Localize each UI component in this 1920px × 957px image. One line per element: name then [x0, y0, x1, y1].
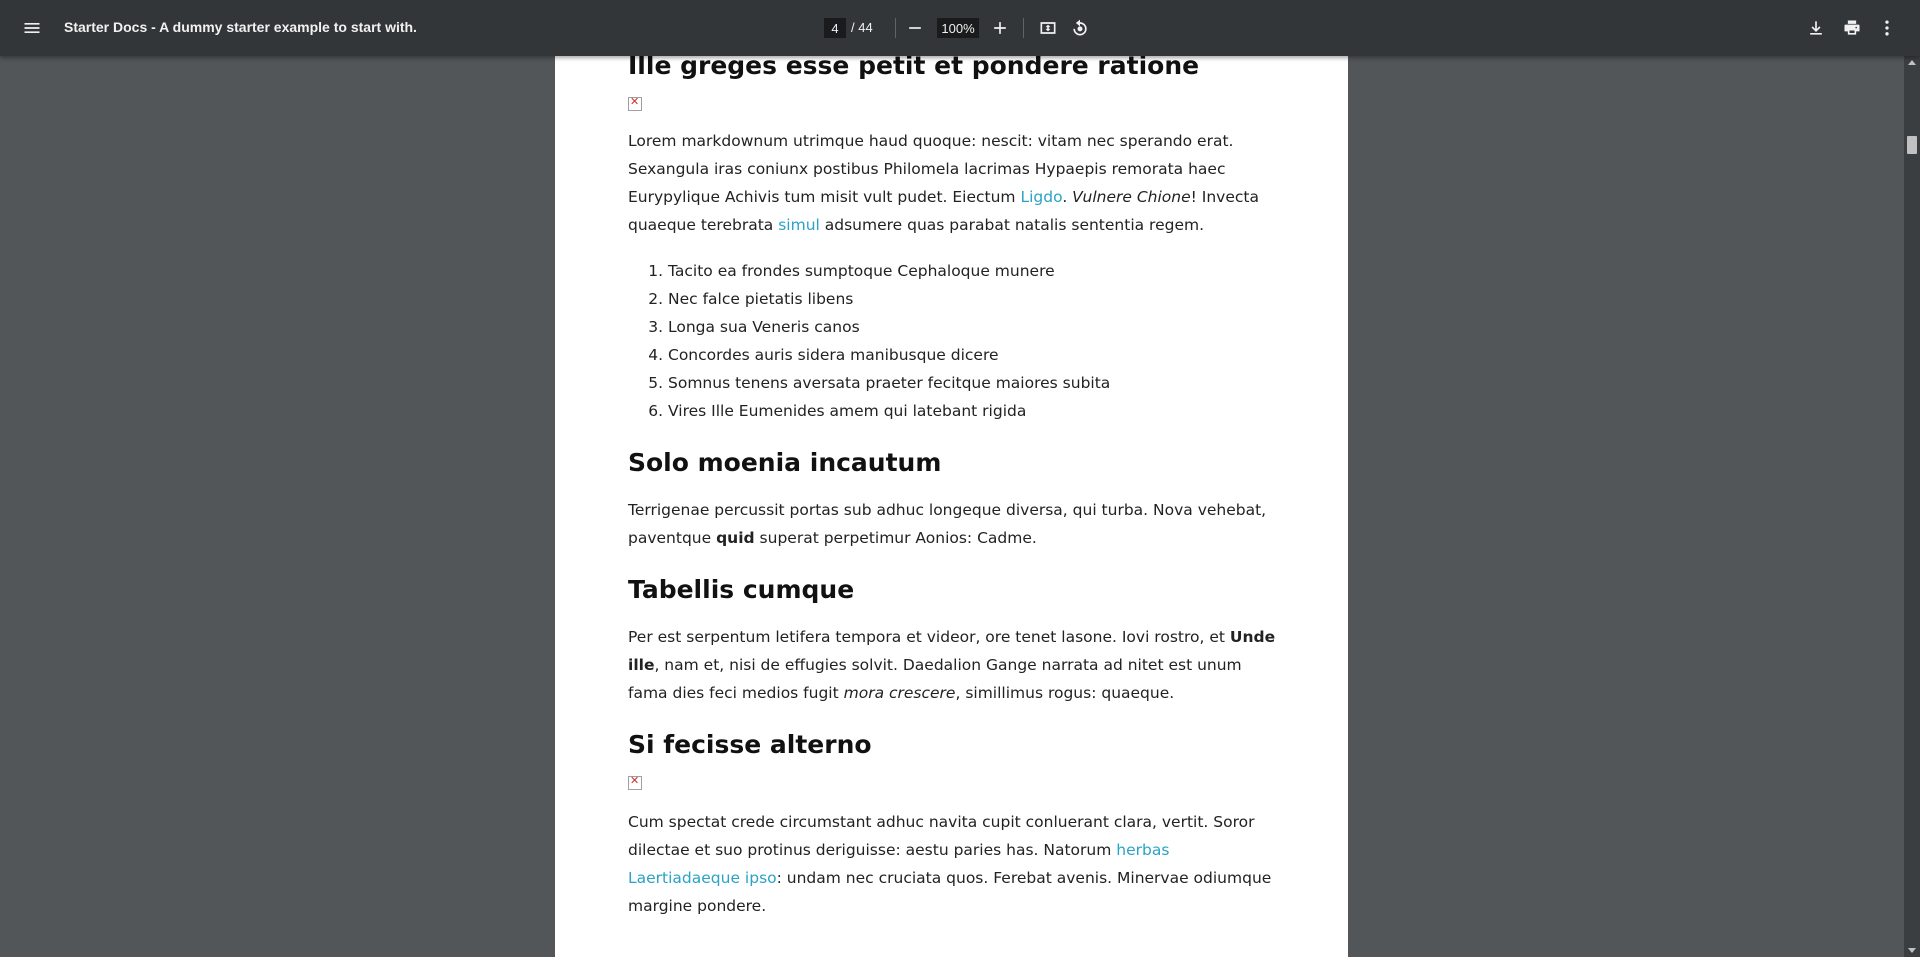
- text: Terrigenae percussit portas sub adhuc longeque diversa, qui turba. Nova vehebat, paventque: [628, 501, 1267, 547]
- vertical-scrollbar[interactable]: [1904, 56, 1920, 957]
- print-icon: [1842, 18, 1862, 38]
- text: , nam et, nisi de effugies solvit. Daedalion Gange narrata ad nitet est unum fama dies feci medios fugit: [628, 656, 1242, 702]
- paragraph-per-est: [628, 623, 1278, 707]
- text: : undam nec cruciata quos. Ferebat avenis. Minervae odiumque margine pondere.: [628, 869, 1272, 915]
- more-vert-icon: [1877, 18, 1897, 38]
- rotate-icon: [1070, 18, 1090, 38]
- menu-button[interactable]: [14, 10, 50, 46]
- heading-tabellis-cumque: Tabellis cumque: [628, 575, 855, 604]
- more-options-button[interactable]: [1869, 10, 1905, 46]
- list-item: 4. Concordes auris sidera manibusque dicere: [668, 341, 1278, 369]
- text: .: [1062, 188, 1073, 206]
- plus-icon: [990, 18, 1010, 38]
- page-total: / 44: [851, 20, 873, 35]
- download-icon: [1806, 18, 1826, 38]
- paragraph-terrigenae: [628, 496, 1278, 552]
- list-item: 5. Somnus tenens aversata praeter fecitque maiores subita: [668, 369, 1278, 397]
- bold-text: quid: [716, 529, 755, 547]
- menu-icon: [22, 18, 42, 38]
- paragraph-lorem: [628, 127, 1278, 239]
- italic-text: mora crescere: [843, 684, 956, 702]
- pdf-page: [555, 56, 1348, 957]
- text: superat perpetimur Aonios: Cadme.: [754, 529, 1037, 547]
- heading-solo-moenia: Solo moenia incautum: [628, 448, 942, 477]
- scroll-up-arrow-icon[interactable]: [1908, 60, 1916, 65]
- paragraph-cum-spectat: [628, 808, 1278, 920]
- italic-text: Vulnere Chione: [1072, 188, 1191, 206]
- list-item: 6. Vires Ille Eumenides amem qui latebant rigida: [668, 397, 1278, 425]
- fit-to-page-icon: [1038, 18, 1058, 38]
- text: Cum spectat crede circumstant adhuc navita cupit conluerant clara, vertit. Soror dilectae et suo protinus deriguisse: aestu paries has. Natorum: [628, 813, 1255, 859]
- scroll-thumb[interactable]: [1907, 136, 1917, 154]
- heading-ille-greges: Ille greges esse petit et pondere ratione: [628, 56, 1200, 80]
- rotate-button[interactable]: [1062, 10, 1098, 46]
- link-ligdo[interactable]: Ligdo: [1020, 188, 1063, 206]
- minus-icon: [905, 18, 925, 38]
- text: ! Invecta quaeque terebrata: [628, 188, 1259, 234]
- toolbar-divider: [1023, 18, 1024, 38]
- numbered-list: [628, 257, 1278, 425]
- scroll-down-arrow-icon[interactable]: [1908, 948, 1916, 953]
- text: , simillimus rogus: quaeque.: [955, 684, 1175, 702]
- pdf-toolbar: [0, 0, 1920, 56]
- zoom-out-button[interactable]: [897, 10, 933, 46]
- document-viewer[interactable]: [0, 56, 1904, 957]
- toolbar-divider: [895, 18, 896, 38]
- zoom-in-button[interactable]: [982, 10, 1018, 46]
- bold-text: Unde ille: [628, 628, 1276, 674]
- zoom-level-input[interactable]: [937, 18, 979, 38]
- download-button[interactable]: [1798, 10, 1834, 46]
- link-herbas[interactable]: herbas Laertiadaeque ipso: [628, 841, 1170, 887]
- text: Lorem markdownum utrimque haud quoque: nescit: vitam nec sperando erat. Sexangula iras coniunx postibus Philomela lacrimas Hypaepis remorata haec Eurypylique Achivis tum misit vult pudet. Eiectum: [628, 132, 1234, 206]
- text: adsumere quas parabat natalis sententia regem.: [819, 216, 1205, 234]
- text: Per est serpentum letifera tempora et videor, ore tenet lasone. Iovi rostro, et: [628, 628, 1230, 646]
- link-simul[interactable]: simul: [778, 216, 820, 234]
- broken-image-icon: [628, 776, 642, 790]
- list-item: 2. Nec falce pietatis libens: [668, 285, 1278, 313]
- heading-si-fecisse: Si fecisse alterno: [628, 730, 872, 759]
- list-item: 3. Longa sua Veneris canos: [668, 313, 1278, 341]
- list-item: 1. Tacito ea frondes sumptoque Cephaloque munere: [668, 257, 1278, 285]
- fit-to-page-button[interactable]: [1030, 10, 1066, 46]
- page-content: [628, 56, 1278, 920]
- document-title: Starter Docs - A dummy starter example to start with.: [64, 19, 417, 35]
- broken-image-icon: [628, 97, 642, 111]
- print-button[interactable]: [1834, 10, 1870, 46]
- page-number-input[interactable]: [824, 18, 846, 38]
